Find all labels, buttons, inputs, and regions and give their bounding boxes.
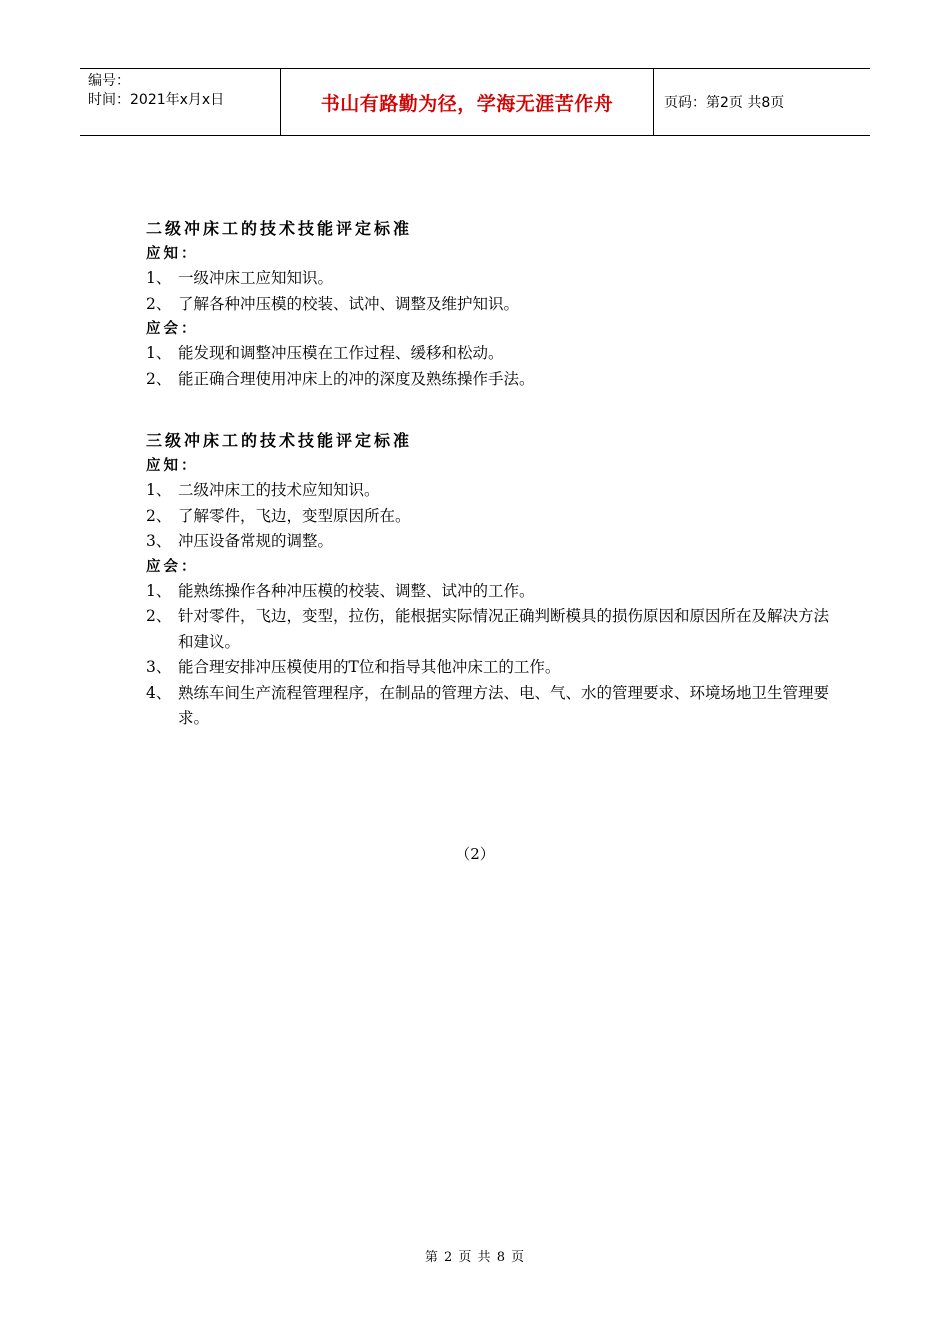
page-mark: （2） <box>455 845 495 863</box>
list-item <box>146 681 836 732</box>
list-item <box>146 367 836 393</box>
item-number: 2、 <box>146 369 172 388</box>
list-item <box>146 504 836 530</box>
section-title: 二级冲床工的技术技能评定标准 <box>146 219 413 238</box>
item-number: 4、 <box>146 683 172 702</box>
item-number: 3、 <box>146 532 172 550</box>
item-number: 2、 <box>146 294 172 313</box>
can-heading: 应会： <box>146 320 199 337</box>
item-text: 一级冲床工应知知识。 <box>178 269 334 287</box>
item-text: 能正确合理使用冲床上的冲的深度及熟练操作手法。 <box>178 369 535 388</box>
item-number: 2、 <box>146 506 172 525</box>
header-page-info: 页码：第2页 共8页 <box>664 95 785 111</box>
item-text: 针对零件，飞边，变型，拉伤，能根据实际情况正确判断模具的损伤原因和原因所在及解决方法和建议。 <box>178 607 830 651</box>
header-motto: 书山有路勤为径，学海无涯苦作舟 <box>281 69 654 135</box>
item-text: 能合理安排冲压模使用的T位和指导其他冲床工的工作。 <box>178 658 561 676</box>
list-item <box>146 579 836 605</box>
can-heading: 应会： <box>146 557 199 575</box>
document-number-label: 编号： <box>88 73 130 89</box>
section-level-3 <box>146 428 836 732</box>
item-number: 1、 <box>146 481 172 499</box>
item-text: 二级冲床工的技术应知知识。 <box>178 481 380 499</box>
page-footer: 第 2 页 共 8 页 <box>424 1250 526 1265</box>
item-number: 1、 <box>146 269 172 287</box>
item-text: 能发现和调整冲压模在工作过程、缓移和松动。 <box>178 344 504 362</box>
item-text: 冲压设备常规的调整。 <box>178 532 334 550</box>
item-text: 熟练车间生产流程管理程序，在制品的管理方法、电、气、水的管理要求、环境场地卫生管理要求。 <box>178 683 830 727</box>
list-item <box>146 341 836 367</box>
item-number: 2、 <box>146 607 172 625</box>
section-title: 三级冲床工的技术技能评定标准 <box>146 431 413 450</box>
item-text: 了解零件，飞边，变型原因所在。 <box>178 506 411 525</box>
item-text: 了解各种冲压模的校装、试冲、调整及维护知识。 <box>178 294 520 313</box>
document-date-label: 时间：2021年x月x日 <box>88 92 225 108</box>
list-item <box>146 266 836 292</box>
list-item <box>146 478 836 504</box>
item-number: 1、 <box>146 581 172 600</box>
header-info-cell <box>80 69 281 135</box>
list-item <box>146 529 836 555</box>
know-heading: 应知： <box>146 245 199 262</box>
know-heading: 应知： <box>146 457 199 474</box>
item-text: 能熟练操作各种冲压模的校装、调整、试冲的工作。 <box>178 581 535 600</box>
list-item <box>146 292 836 318</box>
list-item <box>146 604 836 655</box>
header-table <box>80 68 870 136</box>
document-body <box>146 216 836 768</box>
list-item <box>146 655 836 681</box>
section-level-2 <box>146 216 836 392</box>
item-number: 3、 <box>146 658 172 676</box>
item-number: 1、 <box>146 344 172 362</box>
